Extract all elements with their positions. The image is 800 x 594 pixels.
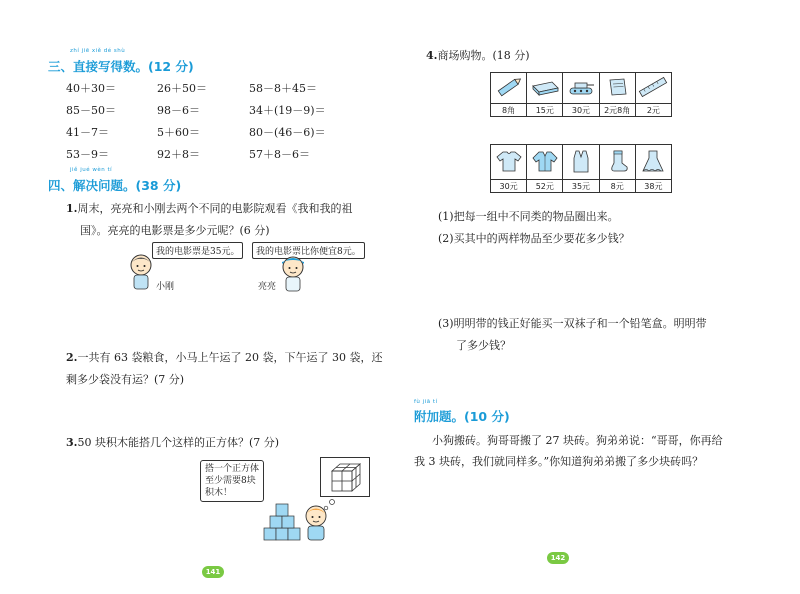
name-liangliang: 亮亮 [258,282,277,292]
bonus-line2: 我 3 块砖，我们就同样多。”你知道狗弟弟搬了多少块砖吗？ [414,455,704,468]
equation: 92＋8＝ [157,148,200,161]
cell-notebook [599,73,635,104]
equation: 26＋50＝ [157,82,207,95]
q1-line2: 国》。亮亮的电影票是多少元呢？(6 分) [80,224,270,237]
name-xiaogang: 小刚 [156,282,175,292]
bonus-line1: 小狗搬砖。狗哥哥搬了 27 块砖。狗弟弟说：“哥哥，你再给 [432,434,723,447]
bonus-pinyin: fù jiā tí [414,399,438,405]
page-number-badge: 142 [547,552,569,564]
equation: 5＋60＝ [157,126,200,139]
boy-xiaogang-icon [128,252,154,292]
equation: 80－(46－6)＝ [249,126,326,139]
sec3-pinyin: zhí jiē xiě dé shù [70,48,126,54]
cell-ruler [635,73,671,104]
q2-line1: 2.一共有 63 袋粮食，小马上午运了 20 袋，下午运了 30 袋，还 [66,351,383,364]
cell-toy-tank [563,73,599,104]
pencil-case-icon [530,76,560,98]
price-tshirt: 30元 [491,180,527,193]
toy-tank-icon [566,76,596,98]
q4-title: 4.商场购物。(18 分) [426,49,530,62]
boy-liangliang-icon [280,254,306,294]
speech-bubble-liangliang: 我的电影票比你便宜8元。 [252,242,365,259]
q3-line1: 3.50 块积木能搭几个这样的正方体？(7 分) [66,436,280,449]
sock-icon [602,148,632,174]
price-pencil: 8角 [491,104,527,117]
price-pencil-case: 15元 [527,104,563,117]
q4-sub3-line2: 了多少钱？ [456,339,511,352]
q4-number: 4. [426,49,438,62]
notebook-icon [602,76,632,98]
equation: 98－6＝ [157,104,200,117]
q2-line2: 剩多少袋没有运？(7 分) [66,373,185,386]
sec3-title: 三、直接写得数。(12 分) [48,59,194,74]
cell-dress [635,145,671,180]
equation: 58－8＋45＝ [249,82,317,95]
equation: 34＋(19－9)＝ [249,104,326,117]
bonus-title: 附加题。(10 分) [414,409,510,424]
vest-icon [566,148,596,174]
q3-number: 3. [66,436,78,449]
cell-tshirt [491,145,527,180]
cell-vest [563,145,599,180]
page-number-badge: 141 [202,566,224,578]
goods-table-stationery [490,72,672,117]
q1-number: 1. [66,202,78,215]
price-vest: 35元 [563,180,599,193]
ruler-icon [638,76,668,98]
cube-diagram-icon [320,457,370,497]
price-shirt: 52元 [527,180,563,193]
cell-pencil-case [527,73,563,104]
q4-sub3-line1: (3)明明带的钱正好能买一双袜子和一个铅笔盒。明明带 [438,317,707,330]
q4-sub2: (2)买其中的两样物品至少要花多少钱？ [438,232,630,245]
pencil-icon [494,76,524,98]
dress-icon [638,148,668,174]
q3-bubble-line: 积木！ [205,488,233,498]
cell-sock [599,145,635,180]
equation: 41－7＝ [66,126,109,139]
equation: 53－9＝ [66,148,109,161]
price-notebook: 2元8角 [599,104,635,117]
q3-bubble-line: 至少需要8块 [205,476,256,486]
speech-bubble-xiaogang: 我的电影票是35元。 [152,242,243,259]
q4-sub1: (1)把每一组中不同类的物品圈出来。 [438,210,619,223]
q2-number: 2. [66,351,78,364]
tshirt-icon [494,148,524,174]
sec4-title: 四、解决问题。(38 分) [48,178,182,193]
cell-shirt [527,145,563,180]
sec4-pinyin: jiě jué wèn tí [70,167,113,173]
price-ruler: 2元 [635,104,671,117]
goods-table-clothing [490,144,672,193]
cell-pencil [491,73,527,104]
price-toy-tank: 30元 [563,104,599,117]
price-sock: 8元 [599,180,635,193]
equation: 57＋8－6＝ [249,148,310,161]
price-dress: 38元 [635,180,671,193]
equation: 40＋30＝ [66,82,116,95]
q3-speech-bubble [200,460,264,502]
child-icon [300,502,336,546]
equation: 85－50＝ [66,104,116,117]
shirt-icon [530,148,560,174]
q3-bubble-line: 搭一个正方体 [205,464,260,474]
q1-line1: 1.周末，亮亮和小刚去两个不同的电影院观看《我和我的祖 [66,202,353,215]
